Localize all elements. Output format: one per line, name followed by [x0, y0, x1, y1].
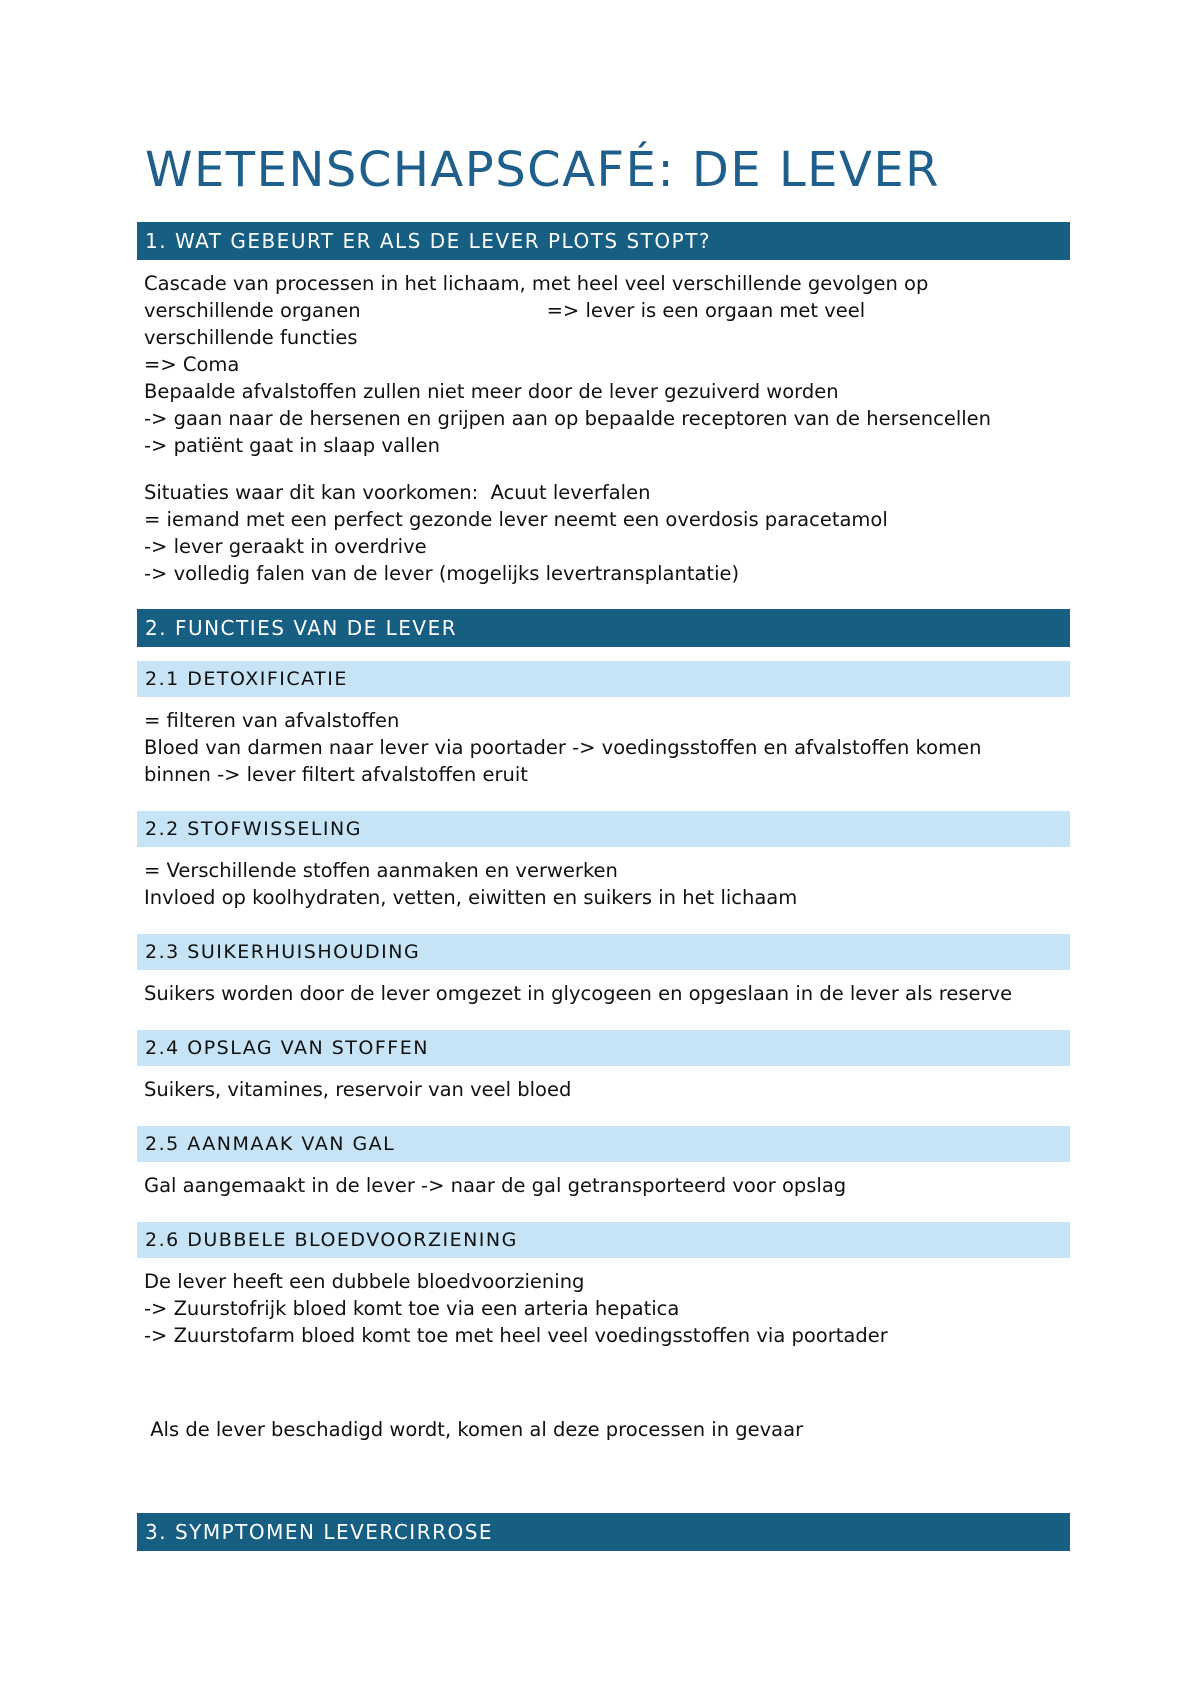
body-line: -> lever geraakt in overdrive	[144, 535, 427, 558]
body-line: = filteren van afvalstoffen	[144, 709, 400, 732]
body-line: -> patiënt gaat in slaap vallen	[144, 434, 440, 457]
subsection-heading-2-2: 2.2 STOFWISSELING	[137, 811, 1070, 847]
body-line: Cascade van processen in het lichaam, met heel veel verschillende gevolgen op	[144, 272, 929, 295]
subsection-heading-2-5: 2.5 AANMAAK VAN GAL	[137, 1126, 1070, 1162]
body-line: Suikers worden door de lever omgezet in glycogeen en opgeslaan in de lever als reserve	[144, 982, 1013, 1005]
body-line: De lever heeft een dubbele bloedvoorziening	[144, 1270, 585, 1293]
subsection-heading-2-4: 2.4 OPSLAG VAN STOFFEN	[137, 1030, 1070, 1066]
subsection-heading-2-3: 2.3 SUIKERHUISHOUDING	[137, 934, 1070, 970]
body-line: Situaties waar dit kan voorkomen: Acuut leverfalen	[144, 481, 651, 504]
body-line: -> Zuurstofrijk bloed komt toe via een arteria hepatica	[144, 1297, 680, 1320]
subsection-2-3-body	[137, 980, 1070, 1007]
body-line: -> volledig falen van de lever (mogelijks levertransplantatie)	[144, 562, 740, 585]
section-heading-1: 1. WAT GEBEURT ER ALS DE LEVER PLOTS STOPT?	[137, 222, 1070, 260]
subsection-heading-2-6: 2.6 DUBBELE BLOEDVOORZIENING	[137, 1222, 1070, 1258]
section-heading-2: 2. FUNCTIES VAN DE LEVER	[137, 609, 1070, 647]
section-1-situations	[137, 479, 1070, 587]
body-line: binnen -> lever filtert afvalstoffen eruit	[144, 763, 528, 786]
body-line: -> gaan naar de hersenen en grijpen aan op bepaalde receptoren van de hersencellen	[144, 407, 992, 430]
body-line: Bepaalde afvalstoffen zullen niet meer door de lever gezuiverd worden	[144, 380, 839, 403]
body-line: verschillende organen => lever is een orgaan met veel	[144, 299, 866, 322]
body-line: verschillende functies	[144, 326, 358, 349]
body-line: Suikers, vitamines, reservoir van veel bloed	[144, 1078, 572, 1101]
document-title: WETENSCHAPSCAFÉ: DE LEVER	[145, 142, 941, 198]
body-line: -> Zuurstofarm bloed komt toe met heel veel voedingsstoffen via poortader	[144, 1324, 888, 1347]
body-line: Als de lever beschadigd wordt, komen al deze processen in gevaar	[144, 1418, 804, 1441]
subsection-heading-2-1: 2.1 DETOXIFICATIE	[137, 661, 1070, 697]
document-page	[137, 140, 1070, 1551]
subsection-2-2-body	[137, 857, 1070, 911]
section-1-body	[137, 270, 1070, 459]
body-line: => Coma	[144, 353, 240, 376]
subsection-2-4-body	[137, 1076, 1070, 1103]
subsection-2-6-body	[137, 1268, 1070, 1349]
body-line: = iemand met een perfect gezonde lever neemt een overdosis paracetamol	[144, 508, 888, 531]
body-line: Bloed van darmen naar lever via poortader -> voedingsstoffen en afvalstoffen komen	[144, 736, 982, 759]
body-line: Invloed op koolhydraten, vetten, eiwitten en suikers in het lichaam	[144, 886, 798, 909]
body-line: = Verschillende stoffen aanmaken en verwerken	[144, 859, 618, 882]
closing-remark	[137, 1416, 1070, 1443]
subsection-2-5-body	[137, 1172, 1070, 1199]
section-heading-3: 3. SYMPTOMEN LEVERCIRROSE	[137, 1513, 1070, 1551]
body-line: Gal aangemaakt in de lever -> naar de gal getransporteerd voor opslag	[144, 1174, 847, 1197]
subsection-2-1-body	[137, 707, 1070, 788]
